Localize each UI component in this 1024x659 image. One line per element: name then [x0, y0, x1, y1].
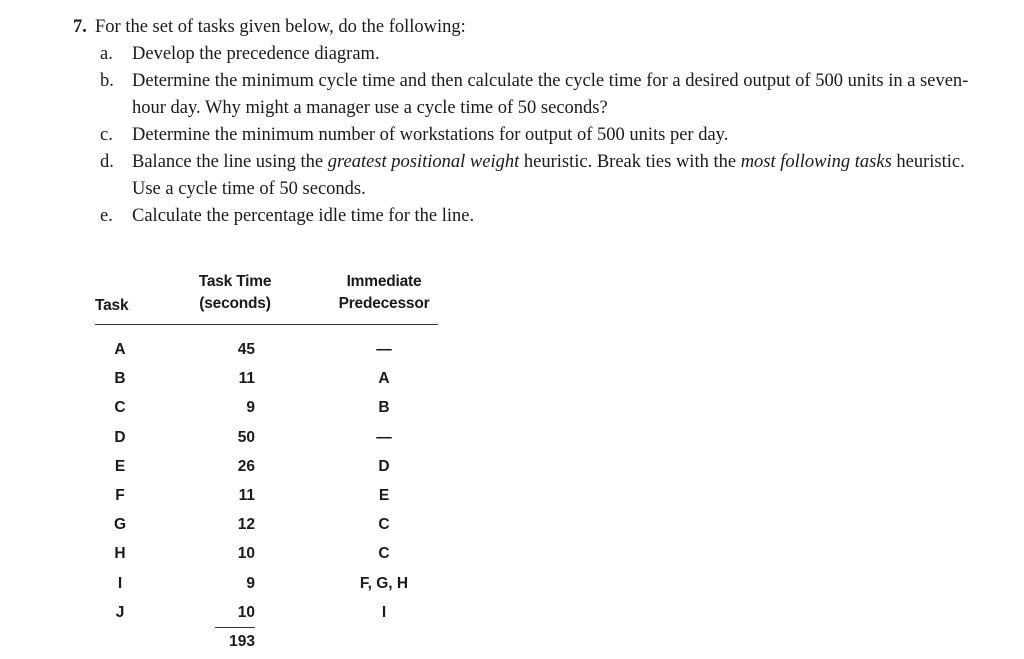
header-line: (seconds) — [199, 295, 271, 312]
part-a — [100, 41, 993, 68]
table-row — [95, 598, 438, 627]
table-row — [95, 481, 438, 510]
task-cell: J — [115, 603, 125, 621]
predecessor-cell: F, G, H — [359, 574, 409, 592]
part-text: Determine the minimum number of workstations for output of 500 units per day. — [132, 125, 729, 145]
problem-header — [73, 14, 993, 41]
task-cell: F — [115, 486, 125, 504]
time-cell: 11 — [238, 486, 255, 504]
predecessor-cell: I — [381, 603, 387, 621]
task-cell: H — [114, 545, 126, 563]
table-row — [95, 423, 438, 452]
table-row — [95, 335, 438, 364]
predecessor-cell: E — [378, 486, 390, 504]
header-task-time — [190, 271, 280, 315]
table-row — [95, 393, 438, 422]
part-letter: c. — [100, 125, 113, 145]
header-line: Task Time — [198, 273, 272, 290]
header-task: Task — [95, 297, 129, 314]
predecessor-cell: — — [376, 428, 392, 446]
problem-statement — [73, 14, 993, 230]
time-cell: 45 — [237, 341, 255, 358]
predecessor-cell: D — [378, 457, 390, 475]
predecessor-cell: B — [378, 399, 390, 417]
part-text: Determine the minimum cycle time and then calculate the cycle time for a desired output of 500 units in a seven-hour day. Why might a manager use a cycle time of 50 seconds? — [132, 71, 969, 118]
italic-term: most following tasks — [740, 152, 892, 172]
time-cell: 9 — [246, 399, 255, 417]
table-row — [95, 510, 438, 539]
part-letter: b. — [100, 71, 114, 91]
header-line: Immediate — [346, 273, 422, 290]
time-cell: 10 — [215, 598, 255, 628]
problem-intro: For the set of tasks given below, do the following: — [95, 17, 466, 37]
time-cell: 9 — [246, 574, 255, 592]
part-text: Calculate the percentage idle time for the line. — [132, 206, 475, 226]
table-row — [95, 452, 438, 481]
table-row — [95, 569, 438, 598]
time-cell: 26 — [237, 457, 255, 475]
part-d — [100, 149, 993, 203]
part-text-segment: Balance the line using the — [132, 152, 328, 172]
time-cell: 11 — [238, 370, 255, 388]
problem-number: 7. — [73, 17, 87, 37]
part-text-segment: heuristic. Break ties with the — [519, 152, 741, 172]
task-cell: G — [113, 516, 127, 534]
task-table — [95, 268, 438, 657]
part-b — [100, 68, 993, 122]
time-cell: 12 — [237, 516, 255, 534]
total-time: 193 — [229, 632, 255, 650]
table-body — [95, 335, 438, 657]
predecessor-cell: C — [378, 516, 390, 534]
task-cell: I — [117, 574, 123, 592]
part-letter: d. — [100, 152, 114, 172]
task-cell: B — [114, 370, 126, 388]
table-row — [95, 539, 438, 568]
total-row — [95, 627, 438, 657]
italic-term: greatest positional weight — [327, 152, 520, 172]
task-cell: A — [114, 341, 126, 358]
table-header — [95, 268, 438, 325]
task-cell: D — [114, 428, 126, 446]
part-text-segment: heuristic. Use a cycle time of 50 seconds. — [132, 152, 965, 199]
part-text — [132, 149, 993, 203]
time-cell: 10 — [237, 545, 255, 563]
header-line: Predecessor — [338, 295, 430, 312]
part-c — [100, 122, 993, 149]
header-predecessor — [330, 271, 438, 315]
predecessor-cell: A — [378, 370, 390, 388]
problem-parts — [100, 41, 993, 230]
part-letter: a. — [100, 44, 113, 64]
part-e — [100, 203, 993, 230]
predecessor-cell: — — [376, 341, 392, 358]
task-cell: E — [114, 457, 126, 475]
predecessor-cell: C — [378, 545, 390, 563]
time-cell: 50 — [237, 428, 255, 446]
task-cell: C — [114, 399, 126, 417]
part-letter: e. — [100, 206, 113, 226]
part-text: Develop the precedence diagram. — [132, 44, 380, 64]
table-row — [95, 364, 438, 393]
